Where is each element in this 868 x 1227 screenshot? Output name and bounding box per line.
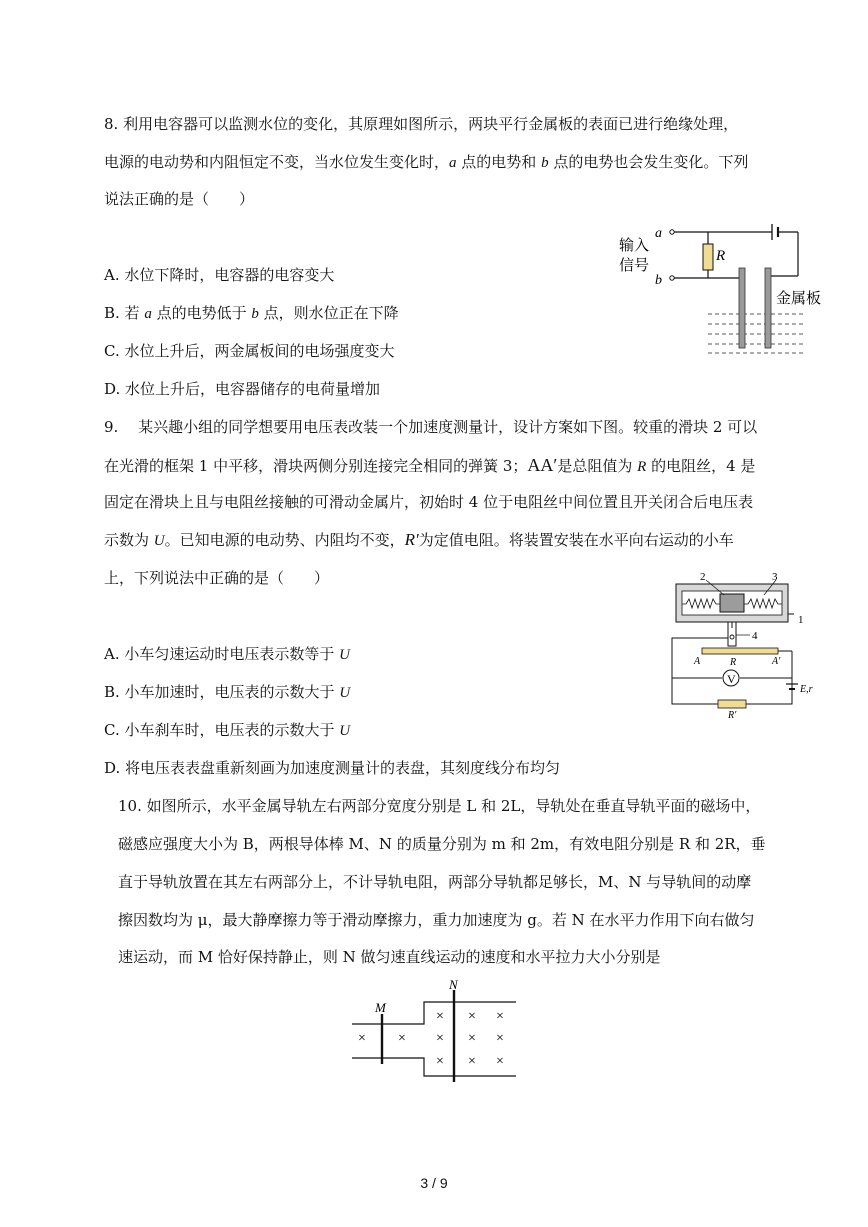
field-cross: × [468,1031,476,1046]
label-a-prime: A′ [772,656,781,667]
field-cross: × [436,1009,444,1024]
q8-line-3: 说法正确的是（ ） [104,190,255,208]
q9-line4-text-a: 示数为 [104,531,154,549]
label-r-prime: R′ [728,710,737,718]
label-v: V [727,672,736,686]
q9-var-r: R [637,459,647,475]
metal-plate-right [765,268,771,348]
q8-option-b [104,303,399,324]
q10-line-5: 速运动，而 M 恰好保持静止，则 N 做匀速直线运动的速度和水平拉力大小分别是 [118,948,661,966]
label-m: M [375,1000,386,1015]
label-2: 2 [700,571,706,583]
resistance-wire [702,648,778,654]
q10-line-4: 擦因数均为 μ，最大静摩擦力等于滑动摩擦力，重力加速度为 g。若 N 在水平力作用下向右做匀 [118,911,755,929]
q9-line2-text-b: 是总阻值为 [557,457,638,475]
q9-opta-u: U [339,647,350,663]
q8-option-a: A. 水位下降时，电容器的电容变大 [104,266,335,284]
q9-line-1: 9. 某兴趣小组的同学想要用电压表改装一个加速度测量计，设计方案如下图。较重的滑块 2 可以 [104,418,758,436]
magnetic-field-crosses [358,1009,504,1069]
q9-option-b [104,682,350,703]
field-cross: × [468,1009,476,1024]
q8-line2-text-c: 点的电势也会发生变化。下列 [548,153,749,171]
q9-aa-prime: AA′ [527,455,558,475]
q9-var-u: U [153,533,165,549]
q8-line2-text-b: 点的电势和 [456,153,542,171]
label-a: a [655,226,662,241]
label-b: b [655,273,662,288]
q9-optb-text: B. 小车加速时，电压表的示数大于 [104,683,340,701]
q9-option-d: D. 将电压表表盘重新刻画为加速度测量计的表盘，其刻度线分布均匀 [104,759,561,777]
field-cross: × [468,1054,476,1069]
q9-opta-text: A. 小车匀速运动时电压表示数等于 [104,645,340,663]
q9-line4-text-b: 。已知电源的电动势、内阻均不变， [164,531,405,549]
field-cross: × [496,1031,504,1046]
q8-line2-text-a: 电源的电动势和内阻恒定不变，当水位发生变化时， [104,153,450,171]
q9-option-a [104,644,350,665]
q10-line-2: 磁感应强度大小为 B，两根导体棒 M、N 的质量分别为 m 和 2m，有效电阻分别是 R 和 2R，垂 [118,835,766,853]
q8-var-a: a [449,155,457,171]
label-r: R [730,657,737,668]
q9-option-c [104,720,350,741]
q8-optb-a: a [144,306,152,322]
terminal-a [670,230,674,234]
q9-line-5: 上，下列说法中正确的是（ ） [104,569,330,587]
q9-line4-text-c: 为定值电阻。将装置安装在水平向右运动的小车 [418,531,734,549]
q9-line-2 [104,455,755,477]
label-metal-plate: 金属板 [776,291,822,307]
q10-rails-figure [348,976,520,1084]
contact-pivot [730,635,734,639]
q8-line-1: 8. 利用电容器可以监测水位的变化，其原理如图所示，两块平行金属板的表面已进行绝缘处理， [104,115,739,133]
q9-var-rprime: R′ [404,530,419,549]
q9-line-4 [104,530,734,551]
q9-line-3: 固定在滑块上且与电阻丝接触的可滑动金属片，初始时 4 位于电阻丝中间位置且开关闭合后电压表 [104,493,754,511]
q8-optb-mid: 点的电势低于 [151,304,252,322]
field-cross: × [496,1054,504,1069]
label-r: R [716,248,726,264]
field-cross: × [436,1031,444,1046]
label-e-r: E,r [800,684,813,695]
label-1: 1 [798,614,804,626]
label-a: A [694,656,701,667]
label-n: N [449,977,458,992]
field-cross: × [358,1031,366,1046]
fixed-resistor [718,700,746,708]
field-cross: × [398,1031,406,1046]
q8-circuit-figure [612,220,832,360]
q8-optb-post: 点，则水位正在下降 [258,304,399,322]
terminal-b [670,276,674,280]
label-input-1: 输入 [619,238,650,254]
q9-optc-u: U [339,723,351,739]
q10-line-1: 10. 如图所示，水平金属导轨左右两部分宽度分别是 L 和 2L，导轨处在垂直导轨平面的磁场中， [118,797,761,815]
q8-optb-b: b [251,306,259,322]
label-4: 4 [752,630,758,642]
q9-optb-u: U [339,685,351,701]
q10-line-3: 直于导轨放置在其左右两部分上，不计导轨电阻，两部分导轨都足够长，M、N 与导轨间的动摩 [118,873,752,891]
q8-optb-pre: B. 若 [104,304,145,322]
water-area [708,314,804,353]
q9-optc-text: C. 小车刹车时，电压表的示数大于 [104,721,340,739]
slider-block [720,594,744,612]
q8-var-b: b [541,155,549,171]
q8-option-c: C. 水位上升后，两金属板间的电场强度变大 [104,342,395,360]
q9-line2-text-a: 在光滑的框架 1 中平移，滑块两侧分别连接完全相同的弹簧 3； [104,457,528,475]
q8-option-d: D. 水位上升后，电容器储存的电荷量增加 [104,380,381,398]
q9-line2-text-c: 的电阻丝，4 是 [646,457,756,475]
label-input-2: 信号 [619,258,650,274]
resistor-r [703,244,713,270]
field-cross: × [436,1054,444,1069]
field-cross: × [496,1009,504,1024]
metal-plate-left [739,268,745,348]
q8-line-2 [104,152,748,173]
label-3: 3 [772,571,778,583]
q9-accelerometer-figure [668,568,848,718]
page-number: 3 / 9 [420,1175,448,1191]
